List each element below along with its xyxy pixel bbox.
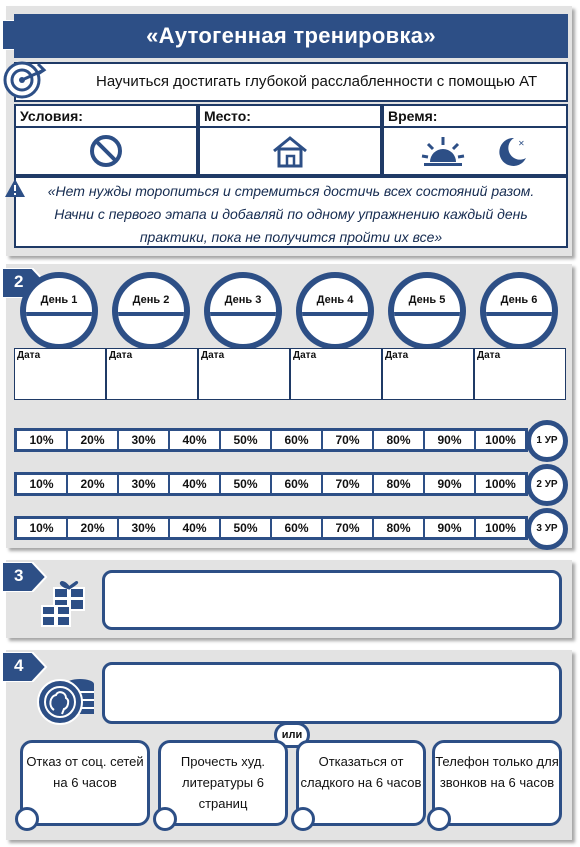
choice-card[interactable] [432,740,562,826]
date-field[interactable]: Дата [198,348,290,400]
choice-checkbox[interactable] [15,807,39,831]
sunrise-icon [420,134,466,168]
conditions-table [14,104,568,176]
day-circle[interactable] [480,272,558,350]
quote-text: «Нет нужды торопиться и стремиться достичь всех состояний разом. Начни с первого этапа и добавляй по одному упражнению каждый день практики, пока не получится пройти их все» [47,183,535,245]
choice-checkbox[interactable] [291,807,315,831]
percent-cell[interactable]: 20% [68,475,119,493]
section-3-number: 3 [14,566,24,585]
percent-cell[interactable]: 100% [485,521,516,535]
percent-cell[interactable]: 40% [170,475,221,493]
date-field[interactable]: Дата [106,348,198,400]
or-badge: или [274,722,310,748]
percent-cell[interactable]: 70% [323,431,374,449]
choice-text: Отказ от соц. сетей на 6 часов [26,754,144,790]
percent-cell[interactable]: 90% [425,431,476,449]
day-label: День 1 [40,294,78,306]
percent-cell[interactable]: 100% [485,433,516,447]
level-badge: 3 УР [526,508,568,550]
percent-cell[interactable]: 30% [119,475,170,493]
progress-row-1 [14,424,570,454]
percent-cell[interactable]: 70% [323,475,374,493]
day-label: День 3 [224,294,262,306]
percent-cell[interactable]: 70% [323,519,374,537]
time-cell [382,128,568,176]
goal-box [14,62,568,102]
percent-cell[interactable]: 10% [17,519,68,537]
gift-icon [38,574,94,630]
day-label: День 6 [500,294,538,306]
choice-text: Отказаться от сладкого на 6 часов [300,754,422,790]
moon-icon [496,134,530,168]
days-tracker [14,270,570,400]
reward-field[interactable] [102,570,562,630]
day-circle[interactable] [204,272,282,350]
choice-card[interactable] [296,740,426,826]
percent-cell[interactable]: 80% [374,431,425,449]
date-field[interactable]: Дата [474,348,566,400]
choice-card[interactable] [158,740,288,826]
place-header: Место: [198,104,382,128]
percent-cell[interactable]: 60% [272,431,323,449]
day-circle[interactable] [20,272,98,350]
percent-cell[interactable]: 60% [272,475,323,493]
level-badge: 1 УР [526,420,568,462]
challenge-field[interactable] [102,662,562,724]
svg-text:✕: ✕ [518,139,525,148]
progress-row-3 [14,512,570,542]
choice-checkbox[interactable] [427,807,451,831]
percent-cell[interactable]: 10% [17,431,68,449]
choice-card[interactable] [20,740,150,826]
percent-cell[interactable]: 50% [221,475,272,493]
date-field[interactable]: Дата [382,348,474,400]
percent-cell[interactable]: 20% [68,431,119,449]
progress-row-2 [14,468,570,498]
day-circle[interactable] [388,272,466,350]
no-entry-icon [89,134,123,168]
choice-checkbox[interactable] [153,807,177,831]
choice-text: Прочесть худ. литературы 6 страниц [180,754,266,811]
day-circle[interactable] [112,272,190,350]
target-icon [2,58,48,102]
goal-text: Научиться достигать глубокой расслабленности с помощью АТ [96,73,538,90]
section-4-number: 4 [14,656,24,675]
page-title: «Аутогенная тренировка» [14,14,568,58]
percent-cell[interactable]: 50% [221,431,272,449]
percent-scale [14,428,528,452]
quote-box [14,176,568,248]
percent-cell[interactable]: 50% [221,519,272,537]
house-icon [271,134,309,168]
warning-icon [4,178,26,198]
percent-cell[interactable]: 90% [425,519,476,537]
percent-cell[interactable]: 40% [170,431,221,449]
percent-scale [14,516,528,540]
day-label: День 4 [316,294,354,306]
date-field[interactable]: Дата [290,348,382,400]
day-circle[interactable] [296,272,374,350]
conditions-header: Условия: [14,104,198,128]
date-field[interactable]: Дата [14,348,106,400]
level-badge: 2 УР [526,464,568,506]
percent-cell[interactable]: 80% [374,519,425,537]
percent-scale [14,472,528,496]
percent-cell[interactable]: 30% [119,519,170,537]
percent-cell[interactable]: 90% [425,475,476,493]
percent-cell[interactable]: 60% [272,519,323,537]
percent-cell[interactable]: 10% [17,475,68,493]
time-header: Время: [382,104,568,128]
day-label: День 2 [132,294,170,306]
percent-cell[interactable]: 80% [374,475,425,493]
percent-cell[interactable]: 20% [68,519,119,537]
percent-cell[interactable]: 30% [119,431,170,449]
conditions-cell [14,128,198,176]
percent-cell[interactable]: 100% [485,477,516,491]
choice-text: Телефон только для звонков на 6 часов [435,754,559,790]
section-2-number: 2 [14,272,24,291]
percent-cell[interactable]: 40% [170,519,221,537]
day-label: День 5 [408,294,446,306]
brain-coins-icon [36,668,96,728]
place-cell [198,128,382,176]
